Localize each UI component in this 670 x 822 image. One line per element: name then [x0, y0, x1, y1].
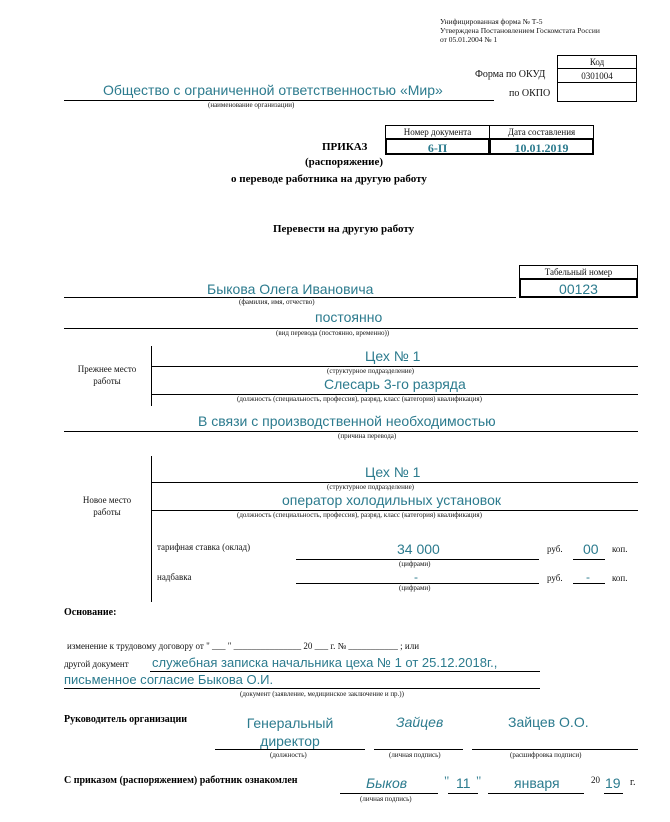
acknowledge-month: января	[514, 775, 560, 791]
organization-name: Общество с ограниченной ответственностью «Мир»	[103, 82, 443, 98]
order-about: о переводе работника на другую работу	[231, 173, 427, 185]
new-place-label-1: Новое место	[82, 495, 132, 505]
okud-label: Форма по ОКУД	[475, 69, 546, 80]
doc-date: 10.01.2019	[489, 138, 594, 155]
acknowledge-year-prefix: 20	[591, 775, 600, 785]
transfer-reason-caption: (причина перевода)	[338, 432, 397, 440]
okud-code: 0301004	[557, 68, 637, 83]
okpo-label: по ОКПО	[509, 88, 551, 99]
rate-label: тарифная ставка (оклад)	[157, 542, 251, 552]
previous-label	[64, 363, 150, 387]
order-subtitle: (распоряжение)	[305, 156, 384, 168]
bonus-rub: руб.	[547, 573, 563, 583]
rate-value: 34 000	[397, 541, 440, 557]
rate-caption: (цифрами)	[399, 560, 431, 568]
head-name: Зайцев О.О.	[508, 714, 589, 730]
employee-name: Быкова Олега Ивановича	[207, 281, 374, 297]
code-title: Код	[557, 55, 637, 69]
new-position-caption: (должность (специальность, профессия), разряд, класс (категория) квалификация)	[237, 511, 482, 519]
basis-contract-line: изменение к трудовому договору от " ___ " _______________ 20 ___ г. № ___________ ; или	[67, 641, 420, 651]
acknowledge-signature-caption: (личная подпись)	[360, 795, 412, 803]
acknowledge-open-quote: "	[444, 773, 450, 788]
transfer-reason: В связи с производственной необходимостью	[198, 413, 496, 429]
head-position	[215, 714, 365, 750]
acknowledge-year-label: г.	[630, 777, 636, 788]
head-label: Руководитель организации	[64, 714, 188, 725]
form-header	[440, 17, 600, 44]
previous-position-caption: (должность (специальность, профессия), разряд, класс (категория) квалификация)	[237, 395, 482, 403]
rate-kop-label: коп.	[612, 544, 628, 554]
new-place-label-2: работы	[93, 507, 121, 517]
acknowledge-close-quote: "	[476, 773, 482, 788]
order-action: Перевести на другую работу	[273, 223, 415, 235]
transfer-type-caption: (вид перевода (постоянно, временно))	[276, 329, 390, 337]
tab-number-label: Табельный номер	[519, 265, 638, 279]
form-header-line-1: Унифицированная форма № Т-5	[440, 17, 543, 26]
head-signature: Зайцев	[396, 714, 444, 730]
new-position: оператор холодильных установок	[282, 492, 501, 508]
employee-name-caption: (фамилия, имя, отчество)	[239, 298, 315, 306]
okpo-code	[557, 82, 637, 102]
basis-title: Основание:	[64, 607, 117, 618]
form-header-line-2: Утверждена Постановлением Госкомстата России	[440, 26, 600, 35]
head-position-1: Генеральный	[246, 715, 334, 731]
form-header-line-3: от 05.01.2004 № 1	[440, 35, 498, 44]
acknowledge-year-suffix: 19	[605, 775, 621, 791]
bonus-kop-label: коп.	[612, 573, 628, 583]
bonus-label: надбавка	[157, 572, 192, 582]
head-name-caption: (расшифровка подписи)	[510, 751, 582, 759]
rate-rub: руб.	[547, 544, 563, 554]
doc-number: 6-П	[385, 138, 490, 155]
previous-department-caption: (структурное подразделение)	[327, 367, 415, 375]
previous-label-1: Прежнее место	[77, 364, 137, 374]
head-position-caption: (должность)	[270, 751, 307, 759]
organization-caption: (наименование организации)	[208, 101, 295, 109]
bonus-value: -	[414, 570, 418, 584]
basis-other-label: другой документ	[64, 659, 129, 669]
basis-other-text-1: служебная записка начальника цеха № 1 от 25.12.2018г.,	[152, 655, 498, 670]
tab-number: 00123	[519, 278, 638, 298]
bonus-kop: -	[586, 570, 590, 584]
head-position-2: директор	[260, 733, 320, 749]
doc-number-label: Номер документа	[385, 125, 490, 139]
rate-kop: 00	[583, 541, 599, 557]
new-department: Цех № 1	[365, 464, 421, 480]
new-department-caption: (структурное подразделение)	[327, 483, 415, 491]
previous-label-2: работы	[93, 376, 121, 386]
basis-other-text-2: письменное согласие Быкова О.И.	[64, 672, 274, 687]
new-place-label	[64, 494, 150, 518]
basis-caption: (документ (заявление, медицинское заключение и пр.))	[240, 690, 404, 698]
order-title: ПРИКАЗ	[322, 141, 368, 153]
bonus-caption: (цифрами)	[399, 584, 431, 592]
doc-date-label: Дата составления	[489, 125, 594, 139]
previous-department: Цех № 1	[365, 348, 421, 364]
acknowledge-signature: Быков	[366, 775, 408, 791]
transfer-type: постоянно	[315, 309, 383, 325]
acknowledge-label: С приказом (распоряжением) работник ознакомлен	[64, 775, 298, 786]
acknowledge-day: 11	[456, 775, 471, 791]
previous-position: Слесарь 3-го разряда	[324, 376, 466, 392]
head-signature-caption: (личная подпись)	[389, 751, 441, 759]
